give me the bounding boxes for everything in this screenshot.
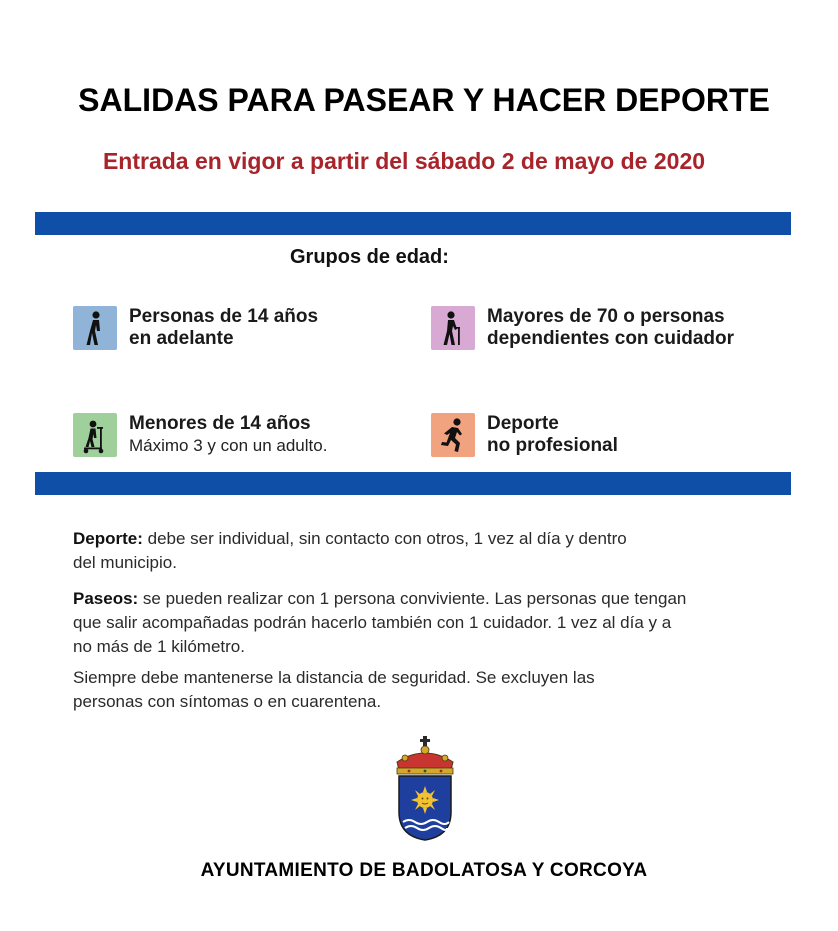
walking-person-icon <box>73 306 117 350</box>
rule-paseos <box>73 587 763 659</box>
elderly-person-cane-icon <box>431 306 475 350</box>
group-sport-line1: Deporte <box>487 413 559 434</box>
group-under-14-line1: Menores de 14 años <box>129 413 311 434</box>
group-over-70 <box>431 306 734 350</box>
rule-paseos-text-3: no más de 1 kilómetro. <box>73 637 245 656</box>
group-14-plus <box>73 306 318 350</box>
footer-town-hall: AYUNTAMIENTO DE BADOLATOSA Y CORCOYA <box>200 860 648 881</box>
rule-paseos-text-1: se pueden realizar con 1 persona conviviente. Las personas que tengan <box>138 589 687 608</box>
municipal-coat-of-arms-icon <box>389 736 461 844</box>
group-over-70-line1: Mayores de 70 o personas <box>487 306 725 327</box>
rule-siempre-text-1: Siempre debe mantenerse la distancia de seguridad. Se excluyen las <box>73 668 595 687</box>
running-person-icon <box>431 413 475 457</box>
group-under-14-note: Máximo 3 y con un adulto. <box>129 436 328 455</box>
rule-deporte <box>73 527 763 575</box>
group-14-plus-line1: Personas de 14 años <box>129 306 319 327</box>
page-title: SALIDAS PARA PASEAR Y HACER DEPORTE <box>78 82 770 118</box>
group-sport-line2: no profesional <box>487 435 618 456</box>
rule-siempre-text-2: personas con síntomas o en cuarentena. <box>73 692 382 711</box>
group-sport <box>431 413 618 457</box>
rule-paseos-label: Paseos: <box>73 589 139 608</box>
top-divider-band <box>35 212 791 235</box>
rule-deporte-text-1: debe ser individual, sin contacto con otros, 1 vez al día y dentro <box>142 529 627 548</box>
rule-siempre <box>73 666 763 714</box>
rule-deporte-label: Deporte: <box>73 529 143 548</box>
group-over-70-line2: dependientes con cuidador <box>487 328 735 349</box>
group-14-plus-line2: en adelante <box>129 328 234 349</box>
group-under-14 <box>73 413 327 457</box>
page-subtitle: Entrada en vigor a partir del sábado 2 de mayo de 2020 <box>102 148 706 174</box>
bottom-divider-band <box>35 472 791 495</box>
child-scooter-icon <box>73 413 117 457</box>
age-groups-heading: Grupos de edad: <box>290 246 449 268</box>
rule-deporte-text-2: del municipio. <box>73 553 177 572</box>
rule-paseos-text-2: que salir acompañadas podrán hacerlo también con 1 cuidador. 1 vez al día y a <box>73 613 672 632</box>
